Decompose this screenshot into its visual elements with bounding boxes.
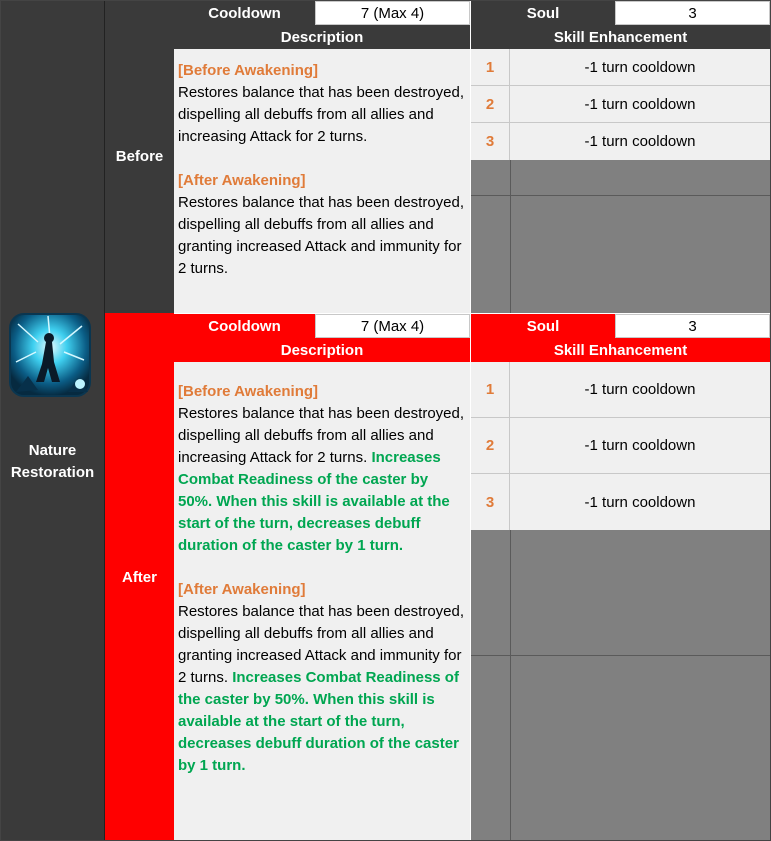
- description-header: Description: [174, 338, 470, 362]
- stage-label-before: [105, 0, 174, 313]
- enhancement-num: 3: [471, 123, 510, 160]
- enhancement-text: -1 turn cooldown: [510, 418, 770, 474]
- after-awakening-base: Restores balance that has been destroyed, dispelling all debuffs from all allies and granting increased Attack and immunity for 2 turns.: [178, 603, 465, 686]
- stage-label-after: [105, 313, 174, 841]
- soul-label: Soul: [471, 314, 615, 338]
- enhancement-text: -1 turn cooldown: [510, 362, 770, 418]
- before-awakening-extra: Increases Combat Readiness of the caster by 50%. When this skill is available at the start of the turn, decreases debuff duration of the caster by 1 turn.: [178, 449, 450, 554]
- enhancement-num: 2: [471, 86, 510, 123]
- after-awakening-text: Restores balance that has been destroyed, dispelling all debuffs from all allies and granting increased Attack and immunity for 2 turns.: [178, 194, 465, 277]
- before-awakening-title: [Before Awakening]: [178, 383, 319, 400]
- skill-icon: [8, 312, 92, 400]
- lightning-figure-skill-icon: [8, 312, 92, 400]
- empty-enhancement-cell: [471, 160, 770, 313]
- stage-before-text: Before: [115, 148, 164, 165]
- soul-label: Soul: [471, 1, 615, 25]
- description-body-before: [174, 49, 470, 313]
- after-awakening-title: [After Awakening]: [178, 172, 306, 189]
- before-awakening-text: Restores balance that has been destroyed, dispelling all debuffs from all allies and increasing Attack for 2 turns.: [178, 84, 465, 145]
- soul-value: 3: [615, 314, 770, 338]
- skill-column: [0, 0, 105, 841]
- cooldown-label: Cooldown: [174, 1, 315, 25]
- skill-name-line1: Nature: [28, 442, 77, 459]
- before-awakening-base: Restores balance that has been destroyed, dispelling all debuffs from all allies and increasing Attack for 2 turns.: [178, 405, 465, 466]
- before-awakening-title: [Before Awakening]: [178, 62, 319, 79]
- skill-enhancement-header: Skill Enhancement: [471, 338, 770, 362]
- cooldown-label: Cooldown: [174, 314, 315, 338]
- enhancement-num: 1: [471, 49, 510, 86]
- empty-enhancement-cell: [471, 530, 770, 841]
- skill-name: [0, 440, 105, 484]
- after-awakening-extra: Increases Combat Readiness of the caster by 50%. When this skill is available at the start of the turn, decreases debuff duration of the caster by 1 turn.: [178, 669, 459, 774]
- description-body-after: [174, 362, 470, 841]
- stage-after-text: After: [121, 568, 157, 586]
- description-header: Description: [174, 25, 470, 49]
- enhancement-text: -1 turn cooldown: [510, 474, 770, 530]
- enhancement-num: 1: [471, 362, 510, 418]
- after-awakening-title: [After Awakening]: [178, 581, 306, 598]
- soul-value: 3: [615, 1, 770, 25]
- enhancement-num: 2: [471, 418, 510, 474]
- enhancement-text: -1 turn cooldown: [510, 123, 770, 160]
- before-awakening-text: [178, 403, 466, 557]
- skill-name-line2: Restoration: [10, 464, 95, 481]
- enhancement-text: -1 turn cooldown: [510, 49, 770, 86]
- cooldown-value: 7 (Max 4): [315, 314, 470, 338]
- enhancement-num: 3: [471, 474, 510, 530]
- skill-enhancement-header: Skill Enhancement: [471, 25, 770, 49]
- enhancement-text: -1 turn cooldown: [510, 86, 770, 123]
- cooldown-value: 7 (Max 4): [315, 1, 470, 25]
- after-awakening-text: [178, 601, 466, 777]
